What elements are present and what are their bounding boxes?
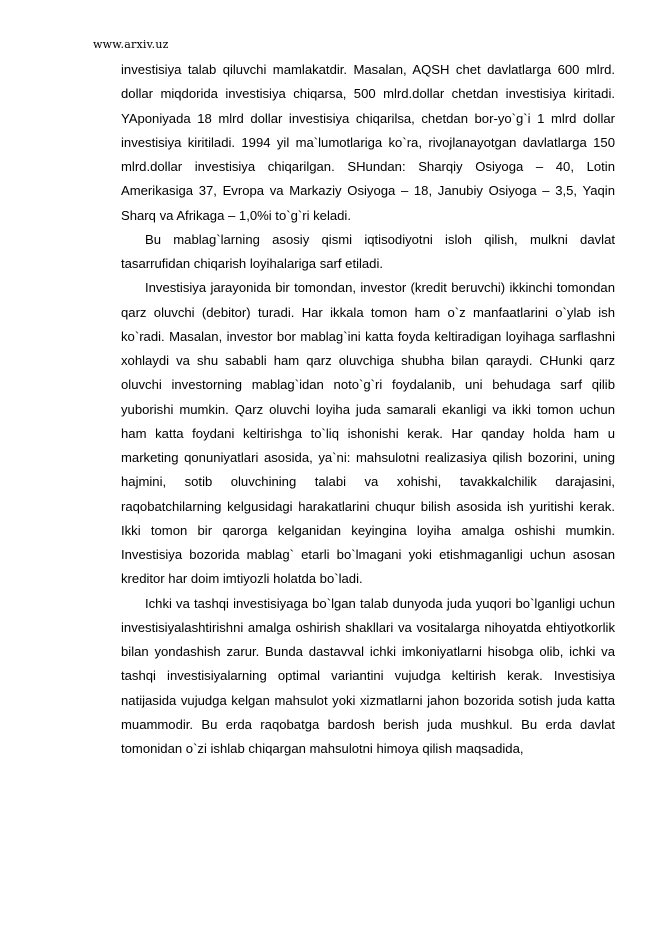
site-header: www.arxiv.uz [93,38,169,51]
paragraph-4: Ichki va tashqi investisiyaga bo`lgan talab dunyoda juda yuqori bo`lganligi uchun investisiyalashtirishni amalga oshirish shakllari va vositalarga nihoyatda ehtiyotkorlik bilan yondashish zarur. Bunda dastavval ichki imkoniyatlarni hisobga olib, ichki va tashqi investisiyalarning optimal variantini vujudga keltirish kerak. Investisiya natijasida vujudga kelgan mahsulot yoki xizmatlarni jahon bozorida sotish juda katta muammodir. Bu erda raqobatga bardosh berish juda mushkul. Bu erda davlat tomonidan o`zi ishlab chiqargan mahsulotni himoya qilish maqsadida, [121,595,615,756]
paragraph-1: investisiya talab qiluvchi mamlakatdir. Masalan, AQSH chet davlatlarga 600 mlrd. dollar miqdorida investisiya chiqarsa, 500 mlrd.dollar chetdan investisiya kiritadi. YAponiyada 18 mlrd dollar investisiya chiqarilsa, chetdan bor-yo`g`i 1 mlrd dollar investisiya kiritiladi. 1994 yil ma`lumotlariga ko`ra, rivojlanayotgan davlatlarga 150 mlrd.dollar investisiya chiqarilgan. SHundan: Sharqiy Osiyoga – 40, Lotin Amerikasiga 37, Evropa va Markaziy Osiyoga – 18, Janubiy Osiyoga – 3,5, Yaqin Sharq va Afrikaga – 1,0%i to`g`ri keladi. [121,62,615,223]
paragraph-2: Bu mablag`larning asosiy qismi iqtisodiyotni isloh qilish, mulkni davlat tasarrufidan chiqarish loyihalariga sarf etiladi. [121,231,615,271]
document-body [121,58,615,761]
paragraph-3: Investisiya jarayonida bir tomondan, investor (kredit beruvchi) ikkinchi tomondan qarz oluvchi (debitor) turadi. Har ikkala tomon ham o`z manfaatlarini o`ylab ish ko`radi. Masalan, investor bor mablag`ini katta foyda keltiradigan loyihaga sarflashni xohlaydi va shu sababli ham qarz oluvchiga shubha bilan qaraydi. CHunki qarz oluvchi investorning mablag`idan noto`g`ri foydalanib, uni behudaga sarf qilib yuborishi mumkin. Qarz oluvchi loyiha juda samarali ekanligi va ikki tomon uchun ham katta foydani keltirishga to`liq ishonishi kerak. Har qanday holda ham u marketing qonuniyatlari asosida, ya`ni: mahsulotni realizasiya qilish bozorini, uning hajmini, sotib oluvchining talabi va xohishi, tavakkalchilik darajasini, raqobatchilarning kelgusidagi harakatlarini chuqur bilish asosida ish yuritishi kerak. Ikki tomon bir qarorga kelganidan keyingina loyiha amalga oshishi mumkin. Investisiya bozorida mablag` etarli bo`lmagani yoki etishmaganligi uchun asosan kreditor har doim imtiyozli holatda bo`ladi. [121,280,615,587]
